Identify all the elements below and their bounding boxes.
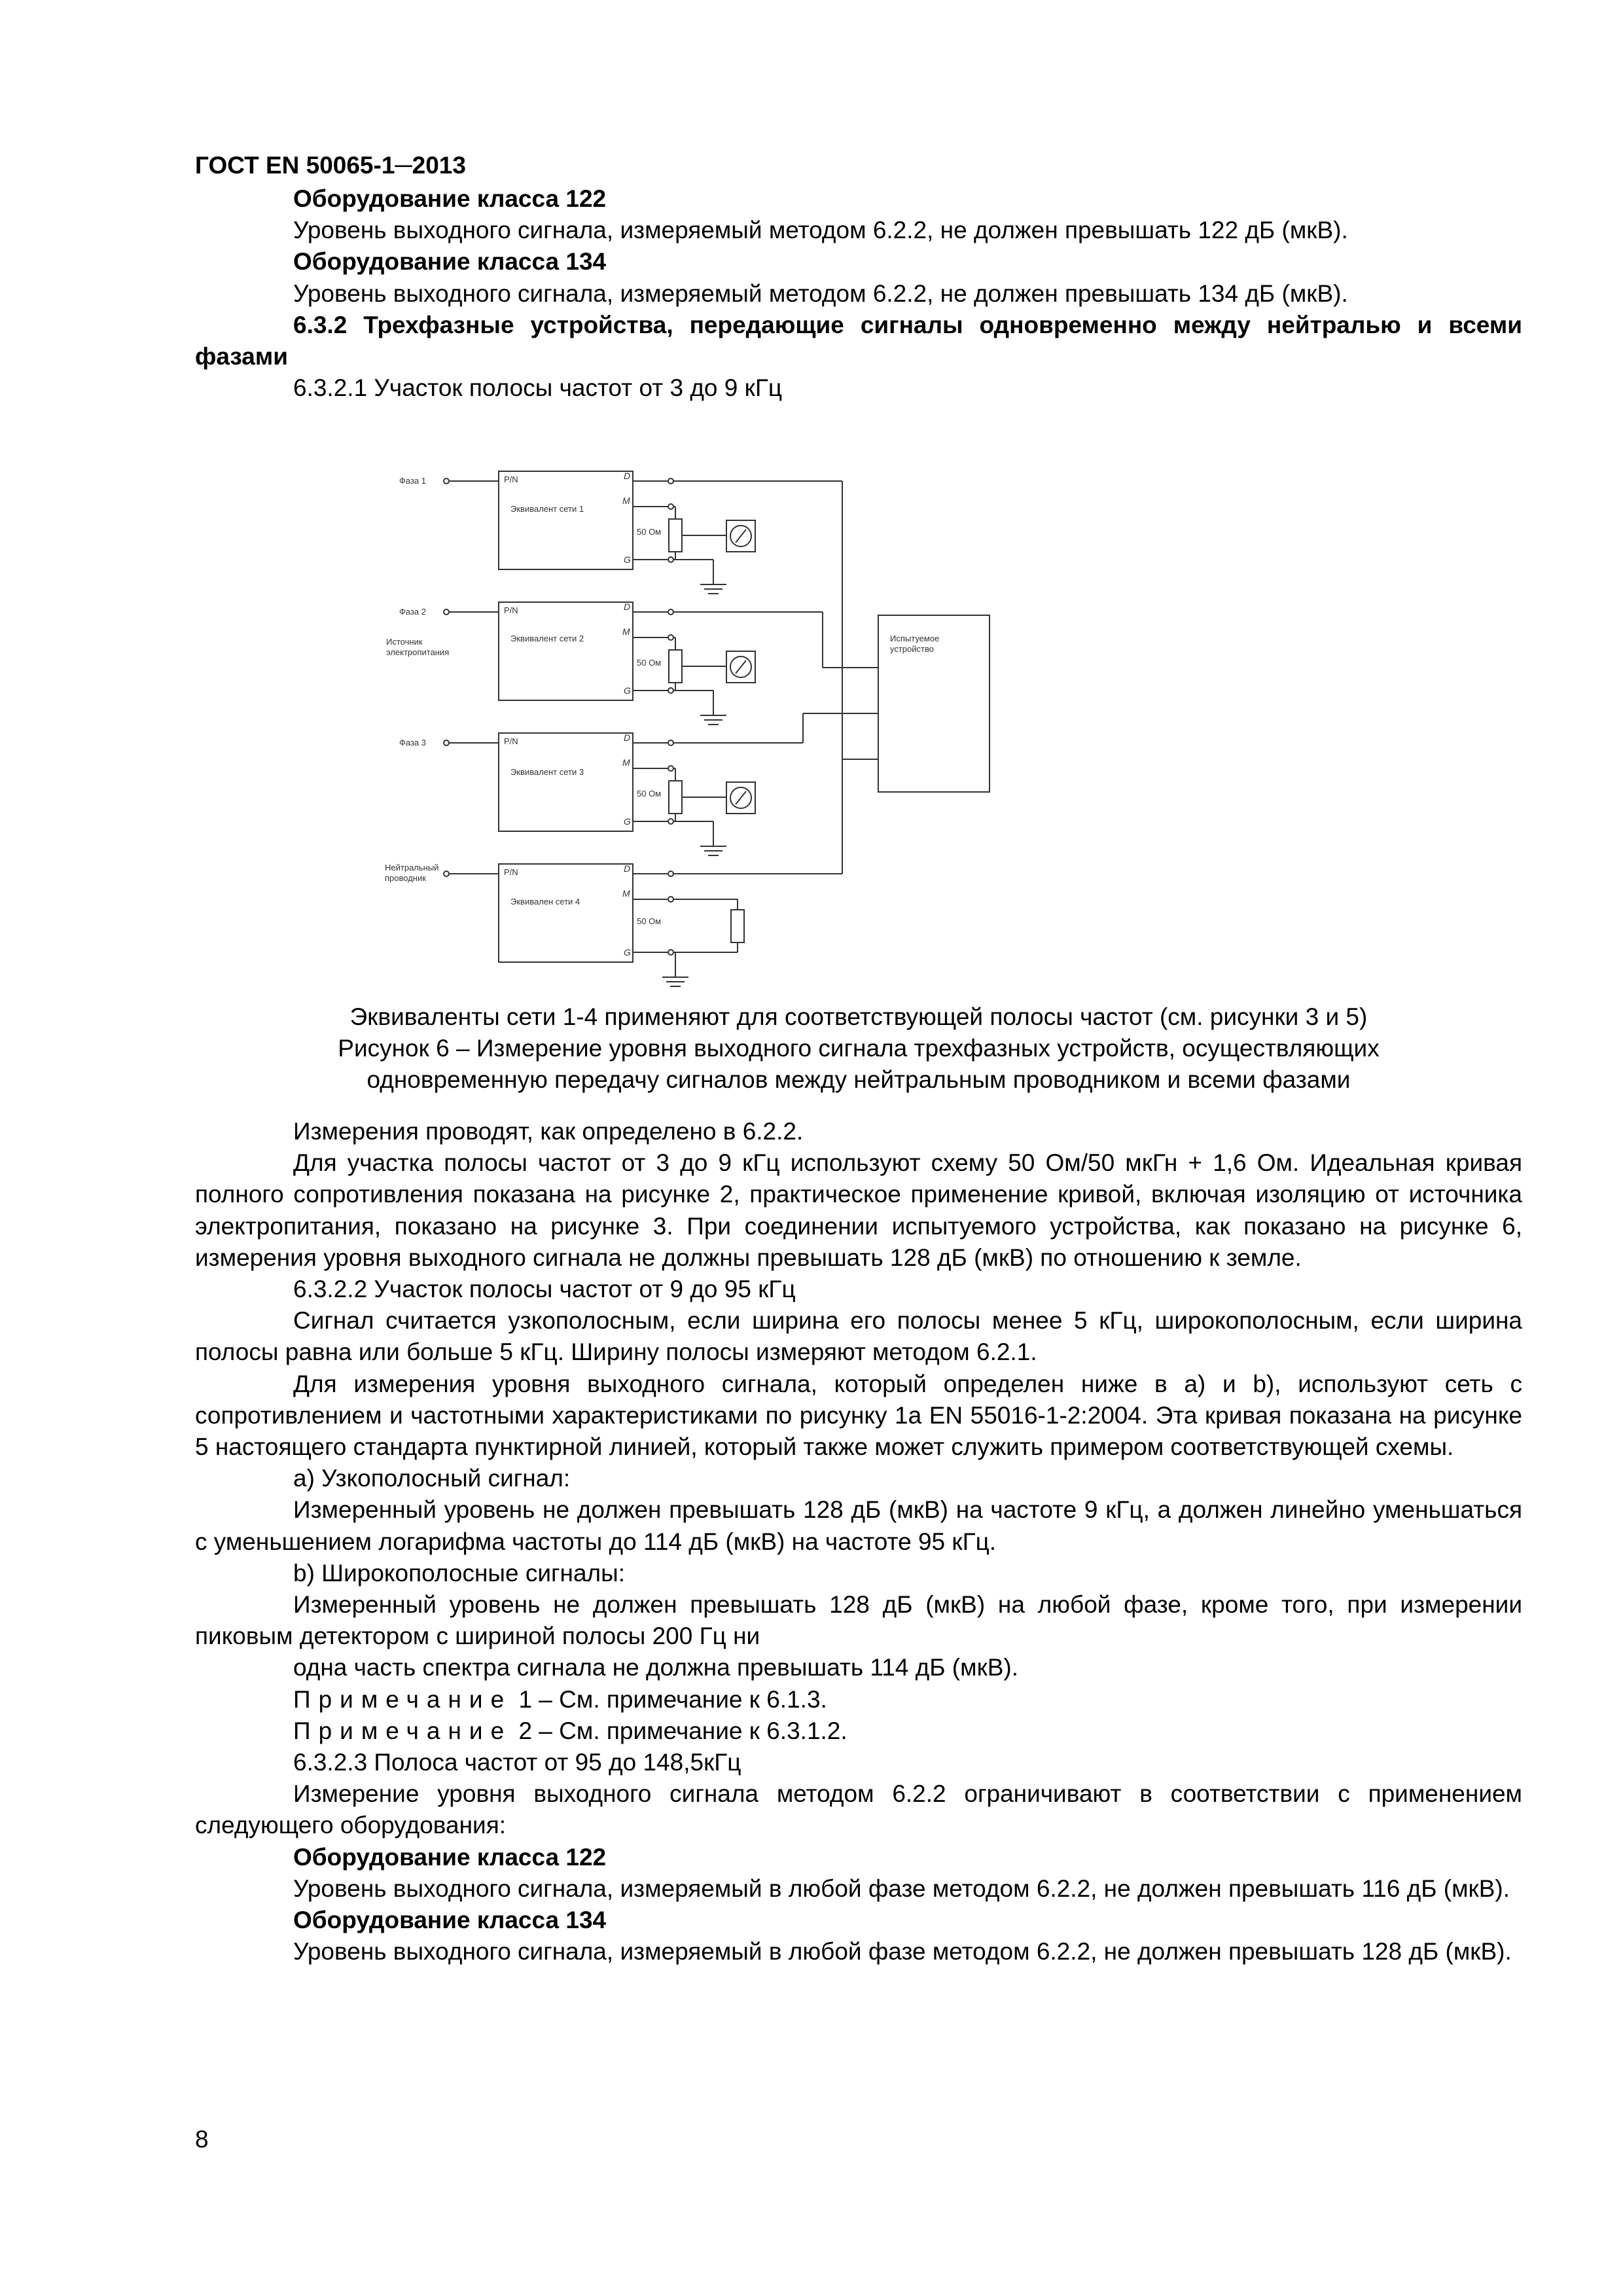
network-1-label: Эквивалент сети 1	[510, 504, 584, 514]
port-g-4: G	[624, 947, 631, 958]
item-b-text-continued: одна часть спектра сигнала не должна превышать 114 дБ (мкВ).	[293, 1654, 1019, 1681]
text-class-134: Уровень выходного сигнала, измеряемый методом 6.2.2, не должен превышать 134 дБ (мкВ).	[293, 279, 1348, 307]
paragraph-4: Сигнал считается узкополосным, если ширина его полосы менее 5 кГц, широкополосным, если ширина полосы равна или больше 5 кГц. Ширину полосы измеряют методом 6.2.1.	[195, 1307, 1522, 1366]
network-1-box	[499, 471, 633, 569]
network-3-label: Эквивалент сети 3	[510, 767, 584, 777]
network-3-resistor	[669, 781, 682, 814]
dut-label: Испытуемое	[890, 634, 940, 643]
note-1	[195, 1684, 1522, 1715]
note-2	[195, 1715, 1522, 1747]
item-b-text: Измеренный уровень не должен превышать 128 дБ (мкВ) на любой фазе, кроме того, при измерении пиковым детектором с шириной полосы 200 Гц ни	[195, 1591, 1522, 1650]
network-1-resistor	[669, 519, 682, 552]
port-d-1: D	[624, 471, 631, 481]
port-d-3: D	[624, 732, 631, 743]
item-a-heading: а) Узкополосный сигнал:	[293, 1465, 571, 1492]
input-label-phase-2: Фаза 2	[399, 607, 426, 617]
document-header: ГОСТ EN 50065-1─2013	[195, 152, 466, 179]
note-2-label: Примечание	[293, 1717, 512, 1744]
network-3-box	[499, 733, 633, 831]
input-label-phase-3: Фаза 3	[399, 738, 426, 747]
dut-label-2: устройство	[890, 644, 934, 654]
network-4-box	[499, 864, 633, 962]
port-m-4: M	[622, 888, 630, 899]
note-2-text: 2 – См. примечание к 6.3.1.2.	[512, 1717, 847, 1744]
caption-title: Рисунок 6 – Измерение уровня выходного сигнала трехфазных устройств, осуществляющих одновременную передачу сигналов между нейтральным проводником и всеми фазами	[338, 1035, 1380, 1094]
section-heading-6-3-2: 6.3.2 Трехфазные устройства, передающие сигналы одновременно между нейтралью и всеми фазами	[195, 311, 1522, 370]
resistor-1-label: 50 Ом	[637, 527, 662, 537]
port-m-1: M	[622, 495, 630, 506]
text-class-122-b: Уровень выходного сигнала, измеряемый в любой фазе методом 6.2.2, не должен превышать 116 дБ (мкВ).	[293, 1874, 1510, 1902]
port-g-1: G	[624, 554, 631, 565]
port-pn-4: P/N	[504, 867, 518, 877]
section-heading-6-3-2-3: 6.3.2.3 Полоса частот от 95 до 148,5кГц	[293, 1749, 741, 1776]
port-pn-1: P/N	[504, 475, 518, 484]
port-m-3: M	[622, 757, 630, 768]
heading-class-122: Оборудование класса 122	[293, 185, 607, 212]
port-pn-3: P/N	[504, 736, 518, 746]
section-heading-6-3-2-1: 6.3.2.1 Участок полосы частот от 3 до 9 кГц	[293, 374, 783, 402]
network-2-box	[499, 602, 633, 700]
port-g-3: G	[624, 816, 631, 827]
port-m-2: M	[622, 626, 630, 637]
note-1-text: 1 – См. примечание к 6.1.3.	[512, 1685, 827, 1713]
resistor-2-label: 50 Ом	[637, 658, 662, 668]
network-2-resistor	[669, 650, 682, 683]
paragraph-5: Для измерения уровня выходного сигнала, который определен ниже в а) и b), используют сеть с сопротивлением и частотными характеристиками по рисунку 1а EN 55016-1-2:2004. Эта кривая показана на рисунке 5 настоящего стандарта пунктирной линией, который также может служить примером соответствующей схемы.	[195, 1370, 1522, 1461]
text-class-134-b: Уровень выходного сигнала, измеряемый в любой фазе методом 6.2.2, не должен превышать 128 дБ (мкВ).	[293, 1938, 1512, 1965]
source-label: Источник	[386, 637, 423, 647]
source-label-2: электропитания	[386, 647, 450, 657]
heading-class-134: Оборудование класса 134	[293, 248, 607, 276]
section-heading-6-3-2-2: 6.3.2.2 Участок полосы частот от 9 до 95 кГц	[293, 1276, 796, 1303]
heading-class-134-b: Оборудование класса 134	[293, 1907, 607, 1934]
resistor-4-label: 50 Ом	[637, 916, 662, 926]
input-label-neutral-2: проводник	[385, 873, 426, 883]
port-g-2: G	[624, 685, 631, 696]
measurement-circuit-diagram	[373, 452, 1041, 988]
resistor-3-label: 50 Ом	[637, 789, 662, 798]
input-label-neutral: Нейтральный	[385, 863, 439, 872]
heading-class-122-b: Оборудование класса 122	[293, 1843, 607, 1871]
port-d-4: D	[624, 863, 631, 874]
bottom-text-block	[195, 1116, 1522, 1967]
paragraph-2: Для участка полосы частот от 3 до 9 кГц используют схему 50 Ом/50 мкГн + 1,6 Ом. Идеальная кривая полного сопротивления показана на рисунке 2, практическое применение кривой, включая изоляцию от источника электропитания, показано на рисунке 3. При соединении испытуемого устройства, как показано на рисунке 6, измерения уровня выходного сигнала не должны превышать 128 дБ (мкВ) по отношению к земле.	[195, 1149, 1522, 1271]
network-4-resistor	[731, 910, 744, 942]
port-d-2: D	[624, 601, 631, 612]
port-pn-2: P/N	[504, 605, 518, 615]
network-4-label: Эквивален сети 4	[510, 897, 580, 906]
top-text-block	[195, 183, 1522, 404]
item-a-text: Измеренный уровень не должен превышать 128 дБ (мкВ) на частоте 9 кГц, а должен линейно уменьшаться с уменьшением логарифма частоты до 114 дБ (мкВ) на частоте 95 кГц.	[195, 1496, 1522, 1555]
input-label-phase-1: Фаза 1	[399, 476, 426, 486]
network-2-label: Эквивалент сети 2	[510, 634, 584, 643]
item-b-heading: b) Широкополосные сигналы:	[293, 1559, 625, 1587]
note-1-label: Примечание	[293, 1685, 512, 1713]
figure-caption	[195, 1001, 1522, 1096]
paragraph-12: Измерение уровня выходного сигнала методом 6.2.2 ограничивают в соответствии с применением следующего оборудования:	[195, 1780, 1522, 1839]
page-number: 8	[195, 2126, 209, 2153]
text-class-122: Уровень выходного сигнала, измеряемый методом 6.2.2, не должен превышать 122 дБ (мкВ).	[293, 217, 1348, 244]
caption-note: Эквиваленты сети 1-4 применяют для соответствующей полосы частот (см. рисунки 3 и 5)	[349, 1003, 1368, 1030]
paragraph-1: Измерения проводят, как определено в 6.2.2.	[293, 1118, 804, 1145]
